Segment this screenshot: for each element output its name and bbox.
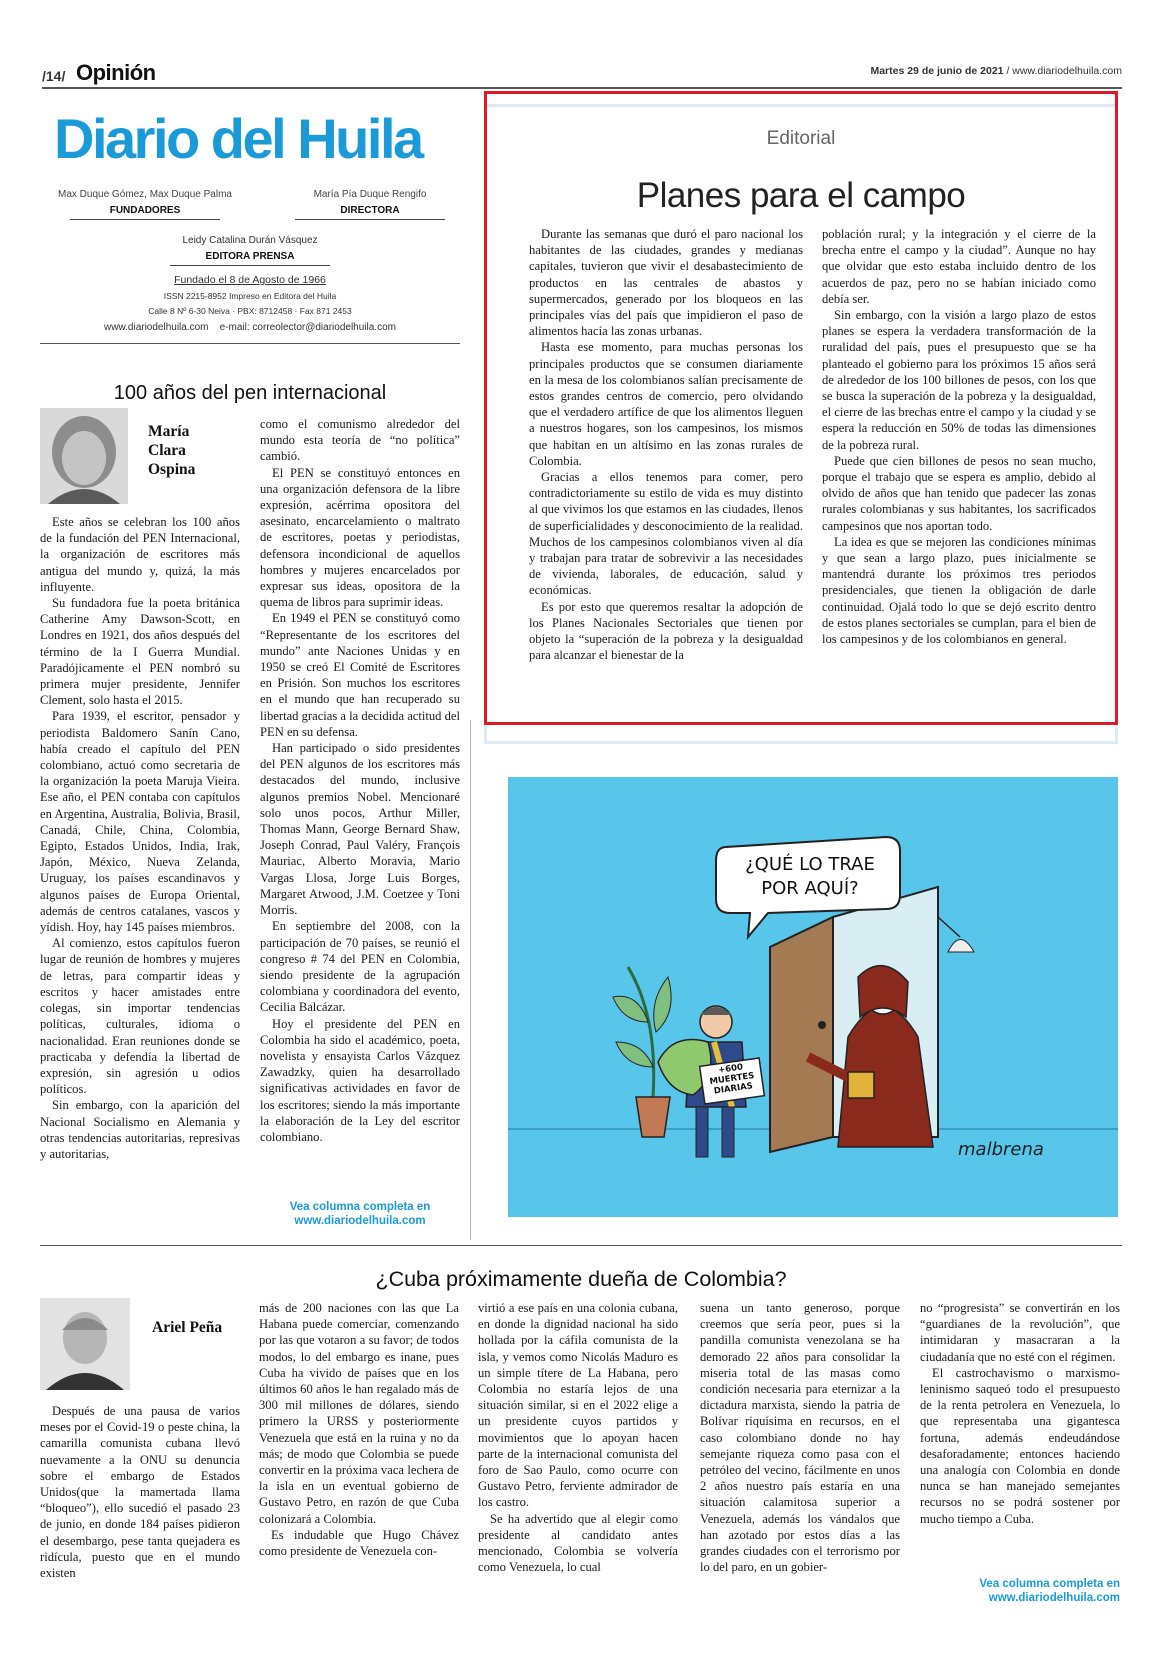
- masthead-rule: [40, 343, 460, 344]
- pen-title: 100 años del pen internacional: [113, 382, 387, 404]
- cuba-paragraph: El castrochavismo o marxismo-leninismo saqueó todo el presupuesto de la renta petrolera en Venezuela, lo que representaba una gigantesca fortuna, además endeudándose desaforadamente; entonces haciendo una analogía con Colombia en donde nunca se han manejado semejantes recursos no se podrá sostener por mucho tiempo a Cuba.: [920, 1365, 1120, 1526]
- founders-names: Max Duque Gómez, Max Duque Palma: [58, 189, 232, 200]
- cuba-column-5: [920, 1300, 1120, 1527]
- pen-paragraph: Sin embargo, con la aparición del Nacional Socialismo en Alemania y otras tendencias autoritarias, represivas y autoritarias,: [40, 1098, 240, 1161]
- section-rule: [40, 1245, 1122, 1246]
- header-date: [870, 65, 1122, 77]
- header-rule: [42, 87, 1122, 89]
- cuba-column-4: [700, 1300, 900, 1575]
- pen-author: María Clara Ospina: [148, 423, 196, 478]
- pen-column-1: [40, 514, 240, 1162]
- masthead-logo: Diario del Huila: [54, 107, 422, 170]
- woman-portrait-icon: [40, 408, 128, 504]
- pen-paragraph: Han participado o sido presidentes del PEN algunos de los escritores más destacados del mundo, inclusive algunos premios Nobel. Mencionaré solo unos pocos, Arthur Miller, Thomas Mann, George Bernard Shaw, Joseph Conrad, Paul Valéry, François Mauriac, Alberto Moravia, Mario Vargas Llosa, Jorge Luis Borges, Margaret Atwood, J.M. Coetzee y Toni Morris.: [260, 741, 460, 918]
- editorial-column-2: [822, 226, 1096, 647]
- pen-paragraph: como el comunismo alrededor del mundo esta teoría de “no política” cambió.: [260, 417, 460, 464]
- man-portrait-icon: [40, 1298, 130, 1390]
- speech-line-1: ¿QUÉ LO TRAE: [745, 854, 875, 875]
- address-line: Calle 8 Nº 6-30 Neiva · PBX: 8712458 · Fax 871 2453: [148, 306, 352, 316]
- cuba-link-line1: Vea columna completa en: [979, 1578, 1120, 1590]
- contact-line: [40, 322, 460, 333]
- pen-link-line2: www.diariodelhuila.com: [294, 1215, 426, 1227]
- cuba-link-line2: www.diariodelhuila.com: [988, 1592, 1120, 1604]
- pen-paragraph: Su fundadora fue la poeta británica Catherine Amy Dawson-Scott, en Londres en 1921, dos años después del término de la I Guerra Mundial. Paradójicamente el PEN nombró su primera mujer presidente, Jennifer Clement, solo hasta el 2015.: [40, 596, 240, 708]
- editorial-paragraph: Puede que cien billones de pesos no sean mucho, porque el trabajo que se espera es amplio, debido al olvido de años que han tenido que padecer las zonas rurales colombianas y sus habitantes, los sacrificados campesinos que nos aportan todo.: [822, 453, 1096, 533]
- cuba-column-3: [478, 1300, 678, 1575]
- cuba-column-2: [259, 1300, 459, 1559]
- speech-text: [730, 853, 890, 901]
- editor-name: Leidy Catalina Durán Vásquez: [182, 235, 318, 246]
- cuba-paragraph: Es indudable que Hugo Chávez como presidente de Venezuela con-: [259, 1527, 459, 1559]
- editorial-paragraph: Sin embargo, con la visión a largo plazo de estos planes se espera la verdadera transformación de la ruralidad del país, pues el presupuesto que se ha planteado el gobierno para los próximos 15 años será de alrededor de los 100 billones de pesos, con los que se busca la superación de la pobreza y la desigualdad, el cierre de las brechas entre el campo y la ciudad y se espera la reducción en 50% de todas las dimensiones de la pobreza rural.: [822, 308, 1096, 452]
- editorial-paragraph: Hasta ese momento, para muchas personas los principales productos que se consumen diariamente en la mesa de los colombianos salían precisamente de estos grandes centros de comercio, pero olvidando que el verdadero artífice de que los alimentos lleguen a nuestros hogares, son los campesinos, los mismos que habitan en un altísimo en las zonas rurales de Colombia.: [529, 340, 803, 468]
- founded-line: Fundado el 8 de Agosto de 1966: [174, 274, 326, 286]
- cartoonist-signature: malbrena: [958, 1139, 1044, 1160]
- pen-paragraph: En 1949 el PEN se constituyó como “Representante de los escritores del mundo” ante Naciones Unidas y en 1950 se creó El Comité de Escritores en Prisión. Son muchos los escritores en el mundo que han recuperado su libertad gracias a la decidida actitud del PEN en su defensa.: [260, 611, 461, 739]
- founders-label: FUNDADORES: [70, 205, 220, 220]
- author-photo: [40, 1298, 130, 1390]
- web-text: www.diariodelhuila.com: [104, 322, 209, 333]
- bouquet-label: +600 MUERTES DIARIAS: [708, 1062, 756, 1097]
- pen-paragraph: Para 1939, el escritor, pensador y periodista Baldomero Sanín Cano, había creado el capítulo del PEN colombiano, actuó como secretaria de la organización la poeta Maruja Vieira. Ese año, el PEN contaba con capítulos en Argentina, Australia, Bolivia, Brasil, Canadá, Chile, China, Colombia, Egipto, Estados Unidos, India, Irak, Japón, México, Nueva Zelanda, Uruguay, los países escandinavos y algunos países de Europa Oriental, además de centros catalanes, vascos y yídish. Hoy, hay 145 países miembros.: [40, 709, 240, 935]
- section-name: Opinión: [76, 60, 156, 85]
- editorial-paragraph: Gracias a ellos tenemos para comer, pero contradictoriamente su estilo de vida es muy distinto al que vivimos los que estamos en las ciudades, llenos de superficialidades y desconocimiento de la realidad. Muchos de los campesinos colombianos viven al día y trabajan para tratar de sobrevivir a las necesidades de vivienda, laborales, de educación, salud y económicas.: [529, 470, 803, 598]
- issn-line: ISSN 2215-8952 Impreso en Editora del Huila: [163, 291, 337, 301]
- cuba-paragraph: Después de una pausa de varios meses por el Covid-19 o peste china, la camarilla comunista cubana llevó nuevamente a la ONU su denuncia sobre el embargo de Estados Unidos(que la mamertada llama “bloqueo”), ello sucedió el pasado 23 de junio, en donde 184 países pidieron el desembargo, pese tanta quejadera es ridícula, puesto que en el mundo existen: [40, 1404, 240, 1581]
- editor-label: EDITORA PRENSA: [170, 251, 330, 266]
- editorial-paragraph: La idea es que se mejoren las condiciones mínimas y que sean a largo plazo, pues inicialmente se mantendrá durante los próximos tres periodos presidenciales, que tienen la obligación de darle continuidad. Ojalá todo lo que se dejó escrito dentro de estos planes sectoriales se cumplan, para el bien de los campesinos y de los colombianos en general.: [822, 534, 1096, 647]
- cuba-paragraph: no “progresista” se convertirán en los “guardianes de la revolución”, que intimidaran y masacraran a la ciudadanía que no esté con el régimen.: [920, 1301, 1120, 1364]
- cuba-column-1: [40, 1403, 240, 1581]
- site-text: / www.diariodelhuila.com: [1006, 65, 1122, 77]
- founders-block: [40, 189, 250, 220]
- pen-paragraph: En septiembre del 2008, con la participación de 70 países, se reunió el congreso # 74 del PEN en Colombia, siendo presidente de la agrupación colombiana y coordinadora del evento, Cecilia Balcázar.: [260, 919, 460, 1015]
- author-photo: [40, 408, 128, 504]
- cuba-paragraph: virtió a ese país en una colonia cubana, en donde la dignidad nacional ha sido hollada por la cáfila comunista de la isla, y vemos como Nicolás Maduro es un simple títere de La Habana, pero Colombia no estaría lejos de una situación similar, si en el 2022 elige a un presidente cuyos partidos y movimientos que lo apoyan hacen parte de la internacional comunista del foro de Sao Paulo, como ocurre con Gustavo Petro, ferviente admirador de los castro.: [478, 1301, 678, 1510]
- speech-line-2: POR AQUÍ?: [761, 878, 859, 899]
- page-header: [42, 60, 1122, 90]
- pen-column-2: [260, 416, 460, 1145]
- editorial-column-1: [529, 226, 803, 663]
- cuba-read-more-link[interactable]: [960, 1577, 1120, 1605]
- cuba-author: Ariel Peña: [152, 1319, 223, 1336]
- cuba-paragraph: Se ha advertido que al elegir como presidente al candidato antes mencionado, Colombia se volvería como Venezuela, lo cual: [478, 1511, 678, 1575]
- editorial-kicker: Editorial: [766, 128, 836, 149]
- editor-block: [40, 235, 460, 266]
- editorial-paragraph: Durante las semanas que duró el paro nacional los habitantes de las ciudades, grandes y medianas capitales, tuvieron que vivir el desabastecimiento de productos en las centrales de abastos y supermercados, generado por los bloqueos en las principales vías del país que impidieron el paso de alimentos hacía las zonas urbanas.: [529, 227, 803, 339]
- pen-link-line1: Vea columna completa en: [289, 1201, 431, 1213]
- page-number: /14/: [42, 68, 66, 84]
- pen-paragraph: Al comienzo, estos capítulos fueron lugar de reunión de hombres y mujeres de letras, para compartir ideas y escritos y hacer amistades entre colegas, sin importar tendencias políticas, culturales, idioma o nacionalidad. Eran reuniones donde se practicaba y defendía la libertad de expresión, sin agresión u odios políticos.: [40, 936, 240, 1097]
- pen-read-more-link[interactable]: [260, 1200, 460, 1228]
- editorial-paragraph: Es por esto que queremos resaltar la adopción de los Planes Nacionales Sectoriales que tienen por objeto la “superación de la pobreza y la desigualdad para alcanzar el bienestar de la: [529, 599, 803, 663]
- director-block: [290, 189, 450, 220]
- pen-paragraph: Hoy el presidente del PEN en Colombia ha sido el académico, poeta, novelista y ensayista Carlos Vázquez Zawadzky, quien ha desarrollado significativas actividades en favor de los escritores; siendo la más importante la elaboración de la Ley del escritor colombiano.: [260, 1016, 460, 1144]
- cuba-paragraph: suena un tanto generoso, porque creemos que sería peor, pues si la pandilla comunista venezolana se ha demorado 22 años para consolidar la miseria total de las masas como condición necesaria para eternizar a la dictadura marxista, siendo la patria de Bolívar riquísima en recursos, en el caso colombiano donde no hay semejante riqueza como pasa con el petróleo del vecino, fácilmente en unos 2 años nuestro país estaría en una situación calamitosa superior a Venezuela, además los vándalos que han azotado por estos días a las grandes ciudades con el terrorismo por lo del paro, en un gobier-: [700, 1301, 900, 1575]
- email-text: e-mail: correolector@diariodelhuila.com: [219, 322, 396, 333]
- cuba-title: ¿Cuba próximamente dueña de Colombia?: [375, 1267, 787, 1291]
- column-divider: [470, 720, 471, 1240]
- director-name: María Pía Duque Rengifo: [313, 189, 427, 200]
- cartoon: [508, 777, 1118, 1217]
- director-label: DIRECTORA: [295, 205, 445, 220]
- editorial-paragraph: población rural; y la integración y el cierre de la brecha entre el campo y la ciudad”. Aunque no hay que olvidar que esto estaba incluido dentro de los acuerdos de paz, pero no se habían iniciado como debía ser.: [822, 227, 1096, 306]
- cuba-paragraph: más de 200 naciones con las que La Habana puede comerciar, comenzando por las que votaron a su favor; de todos modos, lo del embargo es inane, pues Cuba ha vivido de países que en los últimos 60 años le han regalado más de 300 mil millones de dólares, siendo primero la URSS y posteriormente Venezuela que está en la ruina y no da más; de modo que Colombia se puede convertir en la próxima vaca lechera de la isla en un eventual gobierno de Gustavo Petro, en razón de que Cuba colonizará a Colombia.: [259, 1301, 459, 1526]
- pen-paragraph: El PEN se constituyó entonces en una organización defensora de la libre expresión, acérrima opositora del asesinato, encarcelamiento o maltrato de escritores, poetas y periodistas, defensora incondicional de aquellos hombres y mujeres encarcelados por expresar sus ideas, opositora de la quema de libros para suprimir ideas.: [260, 465, 460, 610]
- pen-paragraph: Este años se celebran los 100 años de la fundación del PEN Internacional, la organización de escritores más antigua del mundo y, quizá, la más influyente.: [40, 515, 240, 594]
- editorial-title: Planes para el campo: [636, 176, 966, 215]
- date-text: Martes 29 de junio de 2021: [870, 65, 1004, 77]
